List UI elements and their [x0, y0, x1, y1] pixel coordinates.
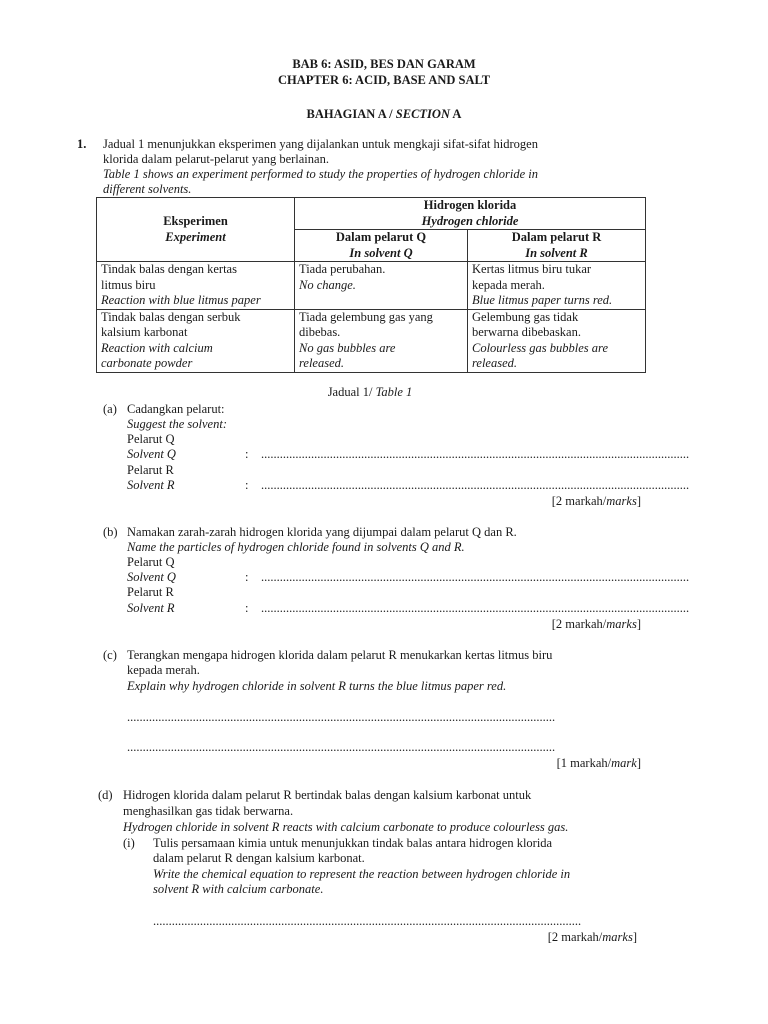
part-d-sub-text-ms-1: Tulis persamaan kimia untuk menunjukkan tindak balas antara hidrogen klorida [153, 836, 553, 850]
part-a-solvent-q-ms: Pelarut Q [127, 432, 175, 446]
section-title: BAHAGIAN A / SECTION A [306, 107, 462, 121]
part-b-text-ms: Namakan zarah-zarah hidrogen klorida yang dijumpai dalam pelarut Q dan R. [127, 525, 517, 539]
part-d-sub-text-en-1: Write the chemical equation to represent the reaction between hydrogen chloride in [153, 867, 571, 881]
part-d-text-ms-2: menghasilkan gas tidak berwarna. [123, 804, 294, 818]
part-b-label: (b) [103, 525, 118, 539]
part-d-sub-text-ms-2: dalam pelarut R dengan kalsium karbonat. [153, 851, 365, 865]
part-d-sub-text-en-2: solvent R with calcium carbonate. [153, 882, 324, 896]
part-a-solvent-r-en: Solvent R [127, 478, 175, 492]
part-b-solvent-r-en: Solvent R [127, 601, 175, 615]
part-a-solvent-q-en: Solvent Q [127, 447, 176, 461]
table-row [97, 309, 646, 372]
table-cell-experiment: Tindak balas dengan kertas litmus biru Reaction with blue litmus paper [97, 262, 295, 310]
part-d-text-ms-1: Hidrogen klorida dalam pelarut R bertindak balas dengan kalsium karbonat untuk [123, 788, 532, 802]
question-intro-en-1: Table 1 shows an experiment performed to study the properties of hydrogen chloride in [103, 167, 539, 181]
part-d-sub-label: (i) [123, 836, 135, 850]
part-b-solvent-r-ms: Pelarut R [127, 585, 174, 599]
table-header-hcl: Hidrogen klorida Hydrogen chloride [295, 198, 646, 230]
table-header-solvent-q: Dalam pelarut Q In solvent Q [295, 230, 468, 262]
experiment-table [96, 197, 646, 373]
chapter-title-ms: BAB 6: ASID, BES DAN GARAM [292, 57, 476, 71]
table-cell-solvent-q: Tiada perubahan. No change. [295, 262, 468, 310]
table-cell-solvent-q: Tiada gelembung gas yang dibebas. No gas bubbles are released. [295, 309, 468, 372]
chapter-title-en: CHAPTER 6: ACID, BASE AND SALT [277, 73, 491, 87]
answer-line-c-1[interactable]: ......................................................................................................................................... [127, 710, 556, 724]
table-header-experiment: Eksperimen Experiment [97, 198, 295, 262]
part-c-text-ms-1: Terangkan mengapa hidrogen klorida dalam pelarut R menukarkan kertas litmus biru [127, 648, 553, 662]
part-d-label: (d) [98, 788, 113, 802]
part-d-marks: [2 markah/marks] [547, 930, 637, 944]
part-b-solvent-q-en: Solvent Q [127, 570, 176, 584]
part-d-text-en: Hydrogen chloride in solvent R reacts with calcium carbonate to produce colourless gas. [123, 820, 569, 834]
answer-line-b-r[interactable]: ......................................................................................................................................... [261, 601, 690, 615]
question-intro-en-2: different solvents. [103, 182, 192, 196]
colon: : [245, 447, 249, 461]
colon: : [245, 601, 249, 615]
table-header-solvent-r: Dalam pelarut R In solvent R [468, 230, 646, 262]
table-row [97, 262, 646, 310]
part-a-marks: [2 markah/marks] [551, 494, 641, 508]
table-cell-experiment: Tindak balas dengan serbuk kalsium karbonat Reaction with calcium carbonate powder [97, 309, 295, 372]
part-b-solvent-q-ms: Pelarut Q [127, 555, 175, 569]
part-a-label: (a) [103, 402, 117, 416]
table-cell-solvent-r: Gelembung gas tidak berwarna dibebaskan. Colourless gas bubbles are released. [468, 309, 646, 372]
part-b-marks: [2 markah/marks] [551, 617, 641, 631]
answer-line-d[interactable]: ......................................................................................................................................... [153, 914, 582, 928]
colon: : [245, 570, 249, 584]
answer-line-c-2[interactable]: ......................................................................................................................................... [127, 740, 556, 754]
question-intro-ms-1: Jadual 1 menunjukkan eksperimen yang dijalankan untuk mengkaji sifat-sifat hidrogen [103, 137, 538, 151]
answer-line-a-q[interactable]: ......................................................................................................................................... [261, 447, 690, 461]
part-c-label: (c) [103, 648, 117, 662]
answer-line-a-r[interactable]: ......................................................................................................................................... [261, 478, 690, 492]
answer-line-b-q[interactable]: ......................................................................................................................................... [261, 570, 690, 584]
table-caption: Jadual 1/ Table 1 [327, 385, 413, 399]
part-c-marks: [1 markah/mark] [556, 756, 641, 770]
table-cell-solvent-r: Kertas litmus biru tukar kepada merah. Blue litmus paper turns red. [468, 262, 646, 310]
part-c-text-en: Explain why hydrogen chloride in solvent R turns the blue litmus paper red. [127, 679, 507, 693]
part-a-solvent-r-ms: Pelarut R [127, 463, 174, 477]
question-intro-ms-2: klorida dalam pelarut-pelarut yang berlainan. [103, 152, 329, 166]
part-a-text-ms: Cadangkan pelarut: [127, 402, 225, 416]
question-number: 1. [77, 137, 87, 151]
part-c-text-ms-2: kepada merah. [127, 663, 200, 677]
part-b-text-en: Name the particles of hydrogen chloride found in solvents Q and R. [127, 540, 465, 554]
colon: : [245, 478, 249, 492]
part-a-text-en: Suggest the solvent: [127, 417, 227, 431]
